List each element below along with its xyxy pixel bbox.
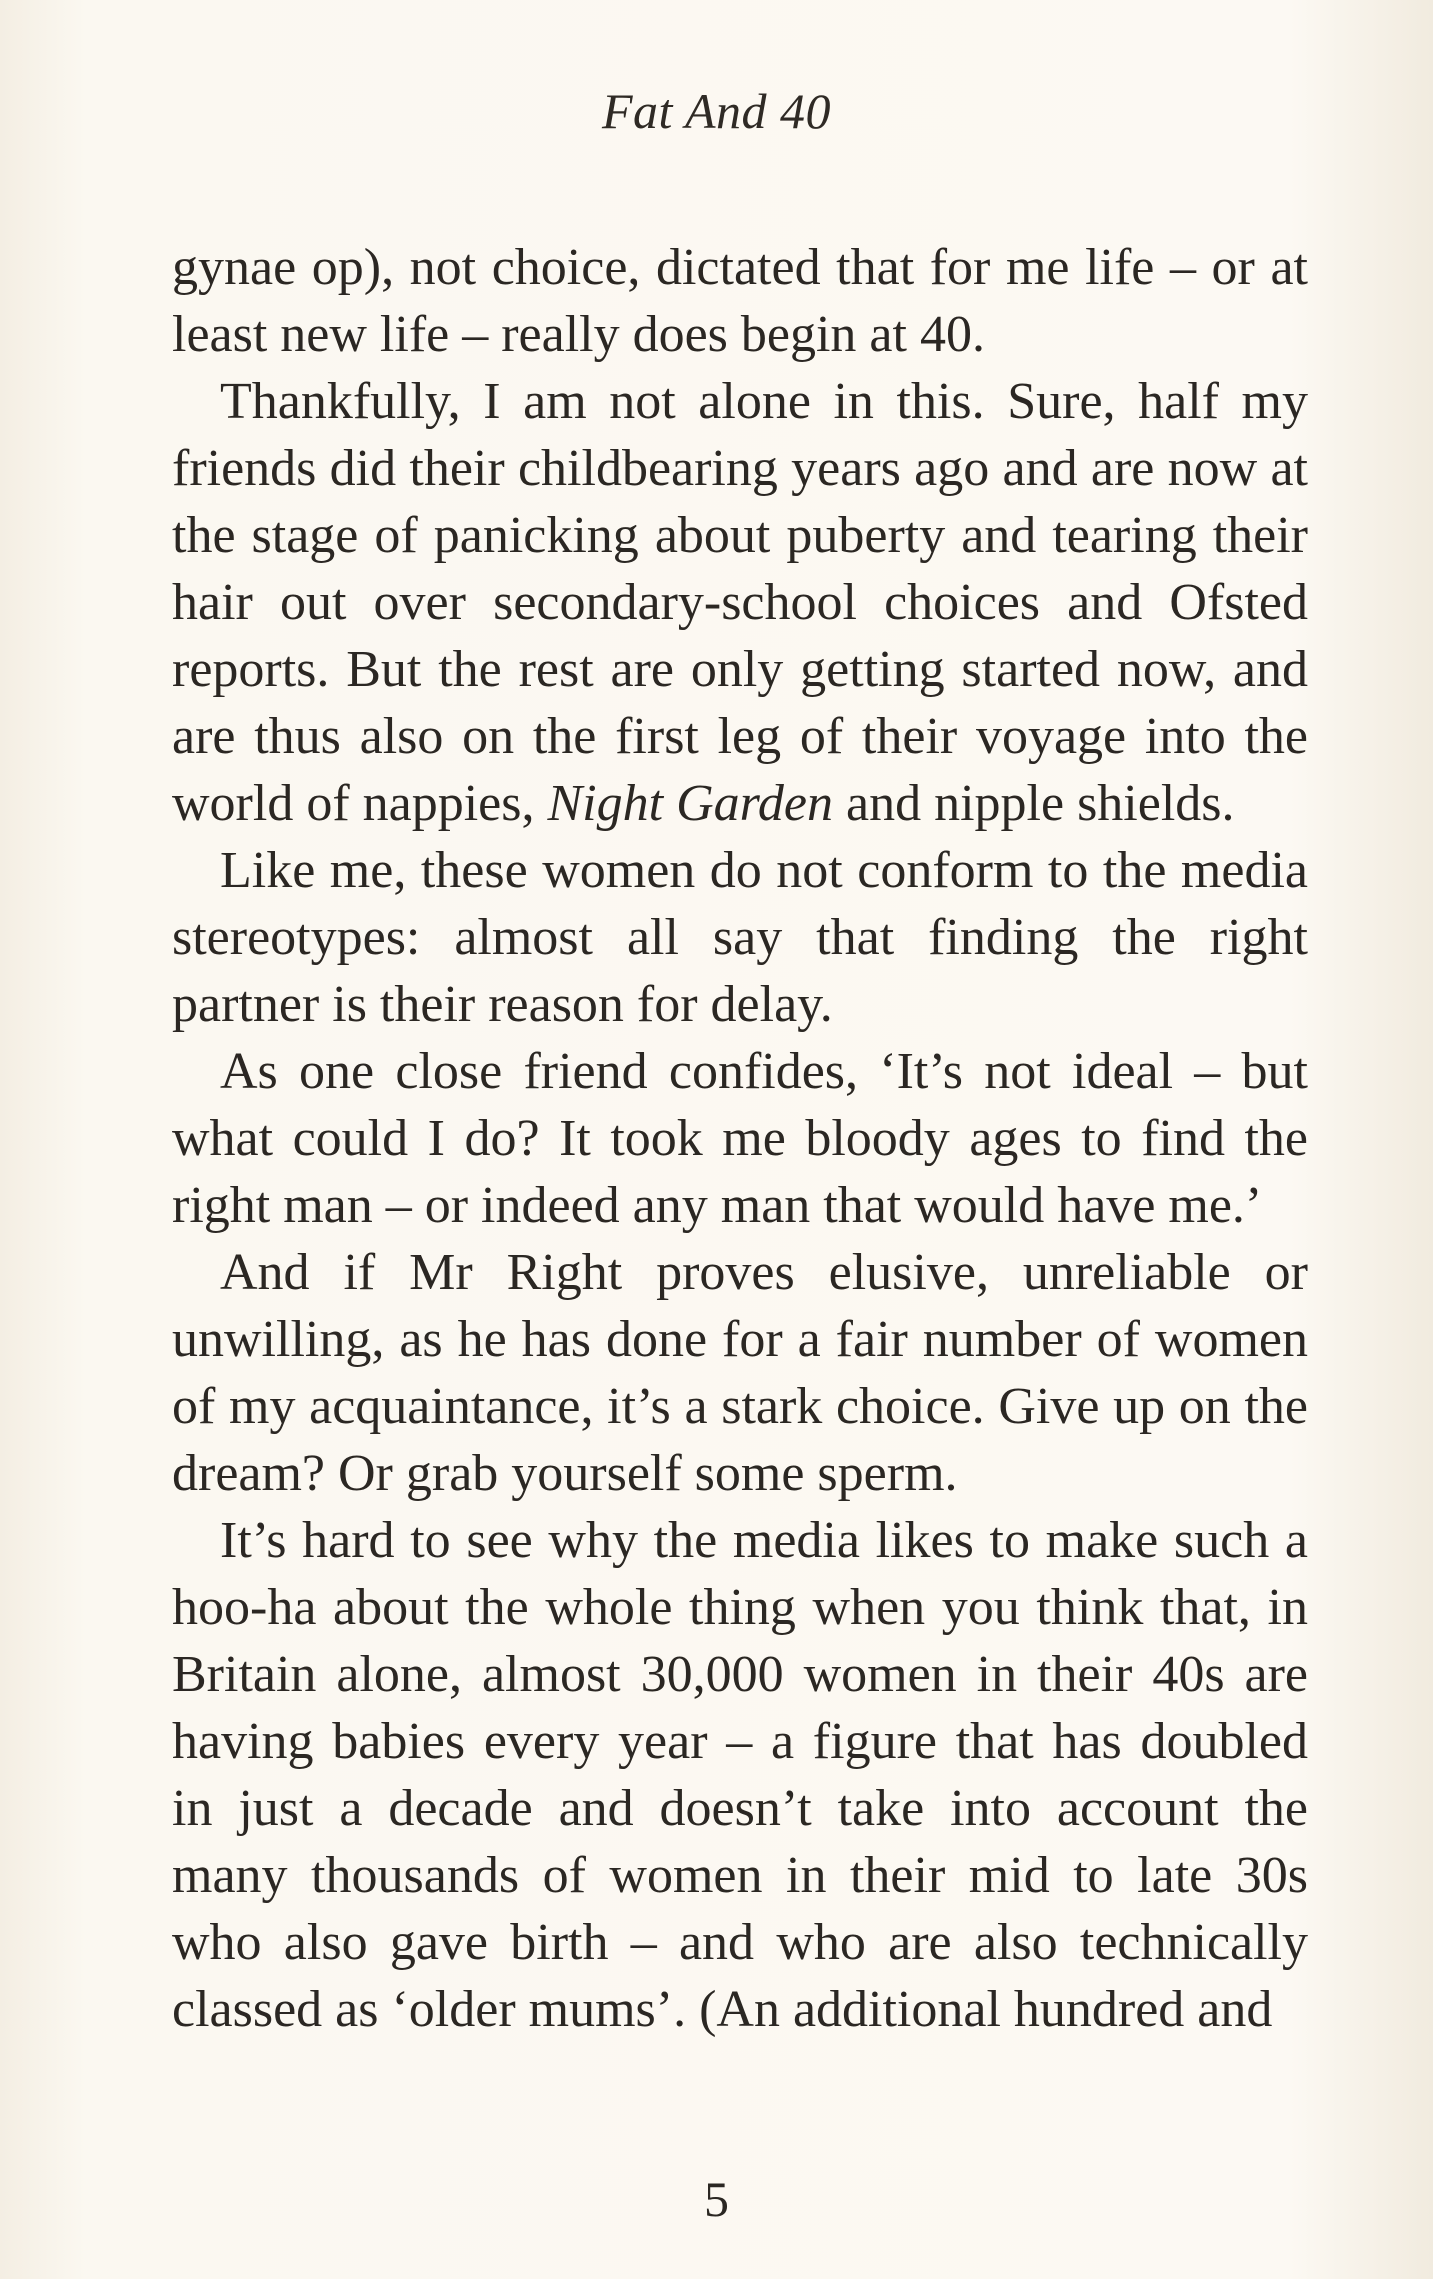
paragraph: [172, 1038, 1308, 1239]
paragraph: [172, 1507, 1308, 2043]
paragraph-text: And if Mr Right proves elusive, unreliable or unwilling, as he has done for a fair number of women of my acquaintance, it’s a stark choice. Give up on the dream? Or grab yourself some sperm.: [172, 1244, 1308, 1502]
paragraph-text: Thankfully, I am not alone in this. Sure, half my friends did their childbearing years ago and are now at the stage of panicking about puberty and tearing their hair out over secondary-school choices and Ofsted reports. But the rest are only getting started now, and are thus also on the first leg of their voyage into the world of nappies,: [172, 373, 1308, 832]
italic-title: Night Garden: [547, 775, 834, 832]
paragraph-text: It’s hard to see why the media likes to make such a hoo-ha about the whole thing when you think that, in Britain alone, almost 30,000 women in their 40s are having babies every year – a figure that has doubled in just a decade and doesn’t take into account the many thousands of women in their mid to late 30s who also gave birth – and who are also technically classed as ‘older mums’. (An additional hundred and: [172, 1512, 1308, 2038]
running-head: Fat And 40: [601, 83, 832, 139]
paragraph: [172, 837, 1308, 1038]
body-text: [172, 234, 1308, 2043]
paragraph-text-after: and nipple shields.: [833, 775, 1235, 832]
paragraph-text: Like me, these women do not conform to the media stereotypes: almost all say that finding the right partner is their reason for delay.: [172, 842, 1308, 1033]
page-number: 5: [704, 2171, 729, 2227]
paragraph: [172, 1239, 1308, 1507]
paragraph-text: As one close friend confides, ‘It’s not ideal – but what could I do? It took me bloody ages to find the right man – or indeed any man that would have me.’: [172, 1043, 1308, 1234]
paragraph: [172, 234, 1308, 368]
paragraph-text: gynae op), not choice, dictated that for me life – or at least new life – really does begin at 40.: [172, 239, 1308, 363]
paragraph: [172, 368, 1308, 837]
